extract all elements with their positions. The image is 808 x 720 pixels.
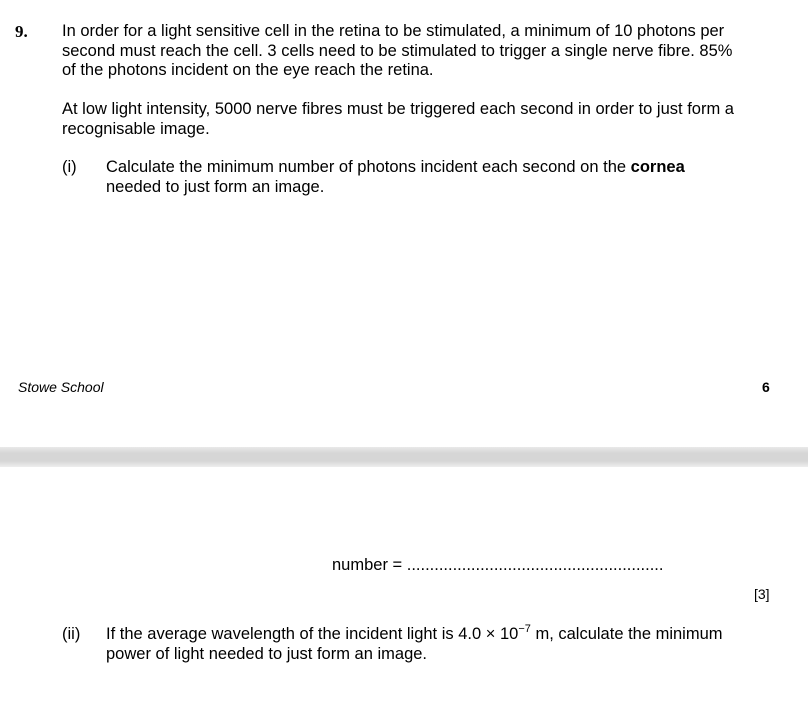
part-i-text	[106, 158, 746, 197]
answer-line	[332, 556, 663, 575]
question-intro: In order for a light sensitive cell in the retina to be stimulated, a minimum of 10 photons per second must reach the cell. 3 cells need to be stimulated to trigger a single nerve fibre. 85% of the photons incident on the eye reach the retina.	[62, 22, 733, 79]
question-number: 9.	[15, 22, 28, 41]
answer-prompt: number =	[332, 556, 407, 574]
part-i-bold-word: cornea	[630, 158, 685, 176]
marks-label: [3]	[754, 586, 770, 602]
part-ii-label: (ii)	[62, 625, 81, 643]
part-ii-exponent: −7	[518, 623, 531, 635]
page-break-divider	[0, 447, 808, 467]
footer-page-number: 6	[762, 379, 770, 395]
part-ii-text-start: If the average wavelength of the incident light is 4.0 × 10	[106, 625, 519, 643]
question-paragraph-2: At low light intensity, 5000 nerve fibres must be triggered each second in order to just form a recognisable image.	[62, 100, 734, 138]
part-i-text-end: needed to just form an image.	[106, 177, 325, 196]
part-ii-text	[106, 625, 746, 664]
answer-dots: ........................................................	[406, 556, 664, 574]
part-i-text-start: Calculate the minimum number of photons incident each second on the	[106, 158, 631, 176]
part-ii-text-end: m, calculate the minimum power of light needed to just form an image.	[106, 625, 723, 663]
part-i-label: (i)	[62, 158, 77, 176]
footer-school-name: Stowe School	[18, 379, 104, 395]
